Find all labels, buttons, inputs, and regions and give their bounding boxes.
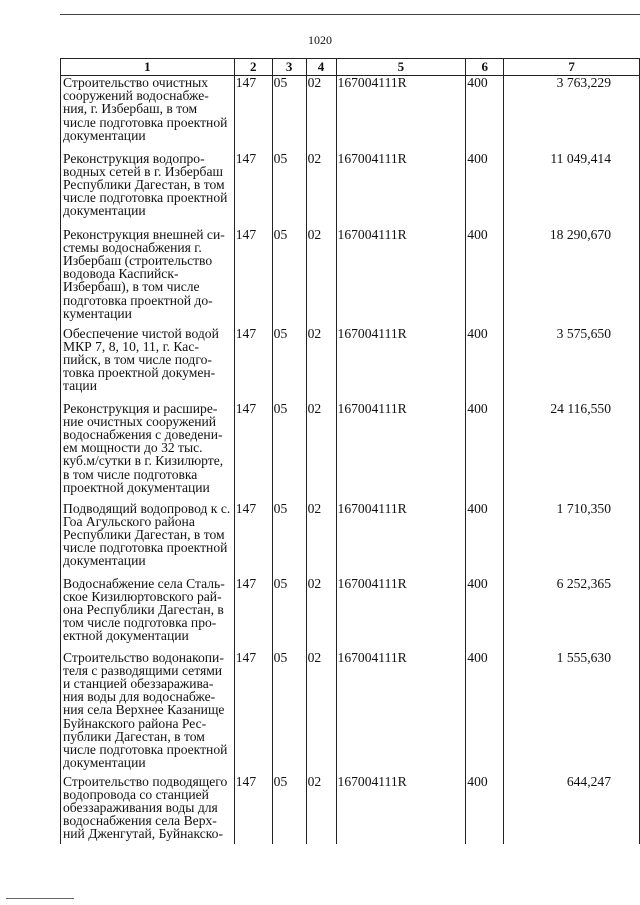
row-code-admin: 147: [234, 327, 272, 402]
row-code-expense: 400: [466, 228, 504, 327]
row-code-section: 05: [272, 152, 306, 228]
row-code-subsection: 02: [306, 152, 336, 228]
row-code-section: 05: [272, 76, 306, 152]
table-row: [61, 651, 640, 775]
row-code-section: 05: [272, 577, 306, 651]
row-code-admin: 147: [234, 76, 272, 152]
row-code-section: 05: [272, 502, 306, 577]
row-code-section: 05: [272, 402, 306, 502]
header-col-1: 1: [61, 59, 235, 76]
header-col-7: 7: [504, 59, 640, 76]
row-code-target: 167004111R: [336, 152, 466, 228]
row-amount: 644,247: [504, 775, 640, 844]
row-name: Реконструкция водопро-водных сетей в г. Избербаш Республики Дагестан, в том числе подготовка проектной документации: [61, 152, 235, 228]
row-code-section: 05: [272, 775, 306, 844]
row-code-admin: 147: [234, 502, 272, 577]
header-col-2: 2: [234, 59, 272, 76]
row-code-target: 167004111R: [336, 502, 466, 577]
row-amount: 1 710,350: [504, 502, 640, 577]
table-row: [61, 76, 640, 152]
row-code-expense: 400: [466, 327, 504, 402]
row-code-subsection: 02: [306, 651, 336, 775]
row-code-expense: 400: [466, 152, 504, 228]
row-code-expense: 400: [466, 76, 504, 152]
row-code-section: 05: [272, 228, 306, 327]
row-code-admin: 147: [234, 577, 272, 651]
row-code-target: 167004111R: [336, 228, 466, 327]
top-rule: [60, 14, 640, 15]
table-row: [61, 577, 640, 651]
row-amount: 1 555,630: [504, 651, 640, 775]
row-code-target: 167004111R: [336, 775, 466, 844]
row-amount: 11 049,414: [504, 152, 640, 228]
row-code-admin: 147: [234, 651, 272, 775]
row-code-subsection: 02: [306, 402, 336, 502]
row-name: Строительство водонакопи-теля с разводящими сетями и станцией обеззаражива-ния воды для водоснабже-ния села Верхнее Казанище Буйнакского района Рес-публики Дагестан, в том числе подготовка проектной документации: [61, 651, 235, 775]
header-col-6: 6: [466, 59, 504, 76]
header-row: [61, 59, 640, 76]
row-code-expense: 400: [466, 502, 504, 577]
row-amount: 6 252,365: [504, 577, 640, 651]
row-name: Строительство подводящего водопровода со станцией обеззараживания воды для водоснабжения села Верх-ний Дженгутай, Буйнакско-: [61, 775, 235, 844]
table-row: [61, 327, 640, 402]
table-row: [61, 502, 640, 577]
row-code-target: 167004111R: [336, 327, 466, 402]
row-name: Реконструкция внешней си-стемы водоснабжения г. Избербаш (строительство водовода Каспийск-Избербаш), в том числе подготовка проектной до-кументации: [61, 228, 235, 327]
row-code-subsection: 02: [306, 775, 336, 844]
row-code-admin: 147: [234, 152, 272, 228]
row-amount: 24 116,550: [504, 402, 640, 502]
table-row: [61, 402, 640, 502]
row-code-target: 167004111R: [336, 402, 466, 502]
row-code-expense: 400: [466, 402, 504, 502]
table-row: [61, 775, 640, 844]
table-row: [61, 152, 640, 228]
row-code-target: 167004111R: [336, 76, 466, 152]
row-code-subsection: 02: [306, 327, 336, 402]
row-amount: 3 575,650: [504, 327, 640, 402]
row-name: Строительство очистных сооружений водоснабже-ния, г. Избербаш, в том числе подготовка проектной документации: [61, 76, 235, 152]
row-code-admin: 147: [234, 228, 272, 327]
row-amount: 18 290,670: [504, 228, 640, 327]
row-code-admin: 147: [234, 402, 272, 502]
row-code-expense: 400: [466, 651, 504, 775]
row-code-expense: 400: [466, 577, 504, 651]
header-col-3: 3: [272, 59, 306, 76]
page-number: 1020: [308, 33, 332, 47]
row-code-admin: 147: [234, 775, 272, 844]
header-col-5: 5: [336, 59, 466, 76]
footnote-rule: [6, 898, 74, 899]
row-code-section: 05: [272, 651, 306, 775]
budget-table: [60, 58, 640, 844]
row-code-section: 05: [272, 327, 306, 402]
row-amount: 3 763,229: [504, 76, 640, 152]
row-name: Реконструкция и расшире-ние очистных сооружений водоснабжения с доведени-ем мощности до 32 тыс. куб.м/сутки в г. Кизилюрте, в том числе подготовка проектной документации: [61, 402, 235, 502]
row-name: Водоснабжение села Сталь-ское Кизилюртовского рай-она Республики Дагестан, в том числе подготовка про-ектной документации: [61, 577, 235, 651]
table-row: [61, 228, 640, 327]
row-code-subsection: 02: [306, 228, 336, 327]
row-name: Подводящий водопровод к с. Гоа Агульского района Республики Дагестан, в том числе подготовка проектной документации: [61, 502, 235, 577]
row-code-target: 167004111R: [336, 577, 466, 651]
row-code-expense: 400: [466, 775, 504, 844]
row-code-subsection: 02: [306, 502, 336, 577]
header-col-4: 4: [306, 59, 336, 76]
row-code-target: 167004111R: [336, 651, 466, 775]
row-code-subsection: 02: [306, 577, 336, 651]
row-name: Обеспечение чистой водой МКР 7, 8, 10, 11, г. Кас-пийск, в том числе подго-товка проектной докумен-тации: [61, 327, 235, 402]
row-code-subsection: 02: [306, 76, 336, 152]
